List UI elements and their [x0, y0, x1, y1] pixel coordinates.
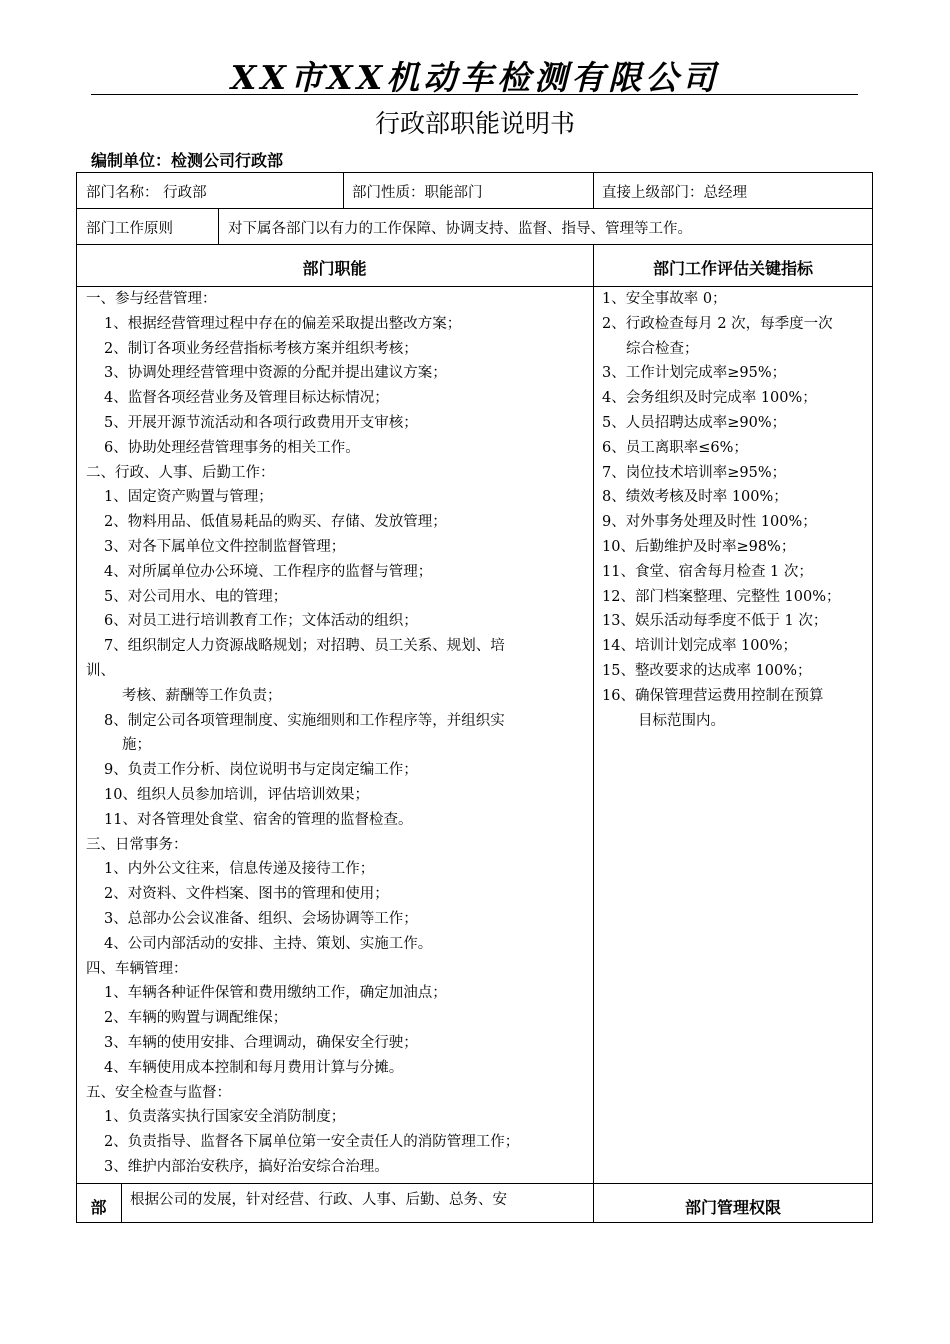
table-line	[593, 244, 594, 1223]
kpi-item: 15、整改要求的达成率 100%；	[602, 662, 812, 679]
kpi-list	[602, 287, 870, 733]
duty-item: 2、车辆的购置与调配维保；	[104, 1010, 288, 1027]
kpi-header: 部门工作评估关键指标	[652, 259, 813, 278]
duty-section: 五、安全检查与监督：	[86, 1084, 231, 1101]
duty-section: 四、车辆管理：	[86, 960, 188, 977]
table-line	[121, 1183, 122, 1223]
header-rule	[91, 94, 858, 95]
duties-list	[86, 287, 591, 1180]
duty-item: 2、对资料、文件档案、图书的管理和使用；	[104, 886, 389, 903]
duty-item: 6、协助处理经营管理事务的相关工作。	[104, 439, 360, 456]
duty-section: 一、参与经营管理：	[86, 291, 217, 307]
kpi-item: 9、对外事务处理及时性 100%；	[602, 514, 817, 531]
table-line	[76, 208, 873, 209]
dept-nature: 部门性质：职能部门	[352, 185, 483, 201]
authority-header: 部门管理权限	[684, 1198, 781, 1217]
kpi-item: 16、确保管理营运费用控制在预算	[602, 687, 824, 704]
duty-item-continued: 施；	[122, 737, 151, 754]
principle-label: 部门工作原则	[86, 221, 173, 237]
company-name: XX市XX机动车检测有限公司	[230, 58, 720, 97]
duty-item: 7、组织制定人力资源战略规划；对招聘、员工关系、规划、培	[104, 638, 505, 655]
duty-item: 2、负责指导、监督各下属单位第一安全责任人的消防管理工作；	[104, 1134, 520, 1151]
kpi-item: 6、员工离职率≤6%；	[602, 439, 748, 456]
principle-text: 对下属各部门以有力的工作保障、协调支持、监督、指导、管理等工作。	[228, 221, 692, 237]
table-line	[76, 1183, 873, 1184]
kpi-item: 3、工作计划完成率≥95%；	[602, 365, 787, 382]
duty-item: 9、负责工作分析、岗位说明书与定岗定编工作；	[104, 762, 418, 779]
duty-item: 2、制订各项业务经营指标考核方案并组织考核；	[104, 340, 418, 357]
duties-header: 部门职能	[302, 259, 367, 278]
duty-item: 10、组织人员参加培训，评估培训效果；	[104, 786, 369, 803]
kpi-item-continued: 目标范围内。	[638, 712, 725, 729]
duty-item: 3、对各下属单位文件控制监督管理；	[104, 538, 346, 555]
kpi-item: 14、培训计划完成率 100%；	[602, 638, 798, 655]
duty-item: 4、公司内部活动的安排、主持、策划、实施工作。	[104, 935, 433, 952]
duty-item: 1、内外公文往来，信息传递及接待工作；	[104, 861, 375, 878]
superior-dept: 直接上级部门：总经理	[602, 185, 747, 201]
kpi-item: 11、食堂、宿舍每月检查 1 次；	[602, 563, 813, 580]
kpi-item: 8、绩效考核及时率 100%；	[602, 489, 788, 506]
table-line	[76, 244, 873, 245]
table-line	[218, 208, 219, 244]
duty-item: 2、物料用品、低值易耗品的购买、存储、发放管理；	[104, 514, 447, 531]
bottom-text: 根据公司的发展，针对经营、行政、人事、后勤、总务、安	[130, 1192, 507, 1208]
kpi-item: 12、部门档案整理、完整性 100%；	[602, 588, 841, 605]
duty-item: 4、监督各项经营业务及管理目标达标情况；	[104, 390, 389, 407]
duty-item: 1、负责落实执行国家安全消防制度；	[104, 1109, 346, 1126]
table-line	[343, 172, 344, 208]
duty-section: 三、日常事务：	[86, 836, 188, 853]
duty-item: 1、固定资产购置与管理；	[104, 489, 273, 506]
document-title: 行政部职能说明书	[374, 109, 575, 138]
kpi-item: 4、会务组织及时完成率 100%；	[602, 390, 817, 407]
kpi-item: 1、安全事故率 0；	[602, 291, 727, 307]
kpi-item: 5、人员招聘达成率≥90%；	[602, 414, 787, 431]
duty-item-continued: 考核、薪酬等工作负责；	[122, 687, 282, 704]
duty-item: 3、协调处理经营管理中资源的分配并提出建议方案；	[104, 365, 447, 382]
duty-section: 二、行政、人事、后勤工作：	[86, 464, 275, 481]
duty-item: 8、制定公司各项管理制度、实施细则和工作程序等，并组织实	[104, 712, 505, 729]
duty-item: 3、总部办公会议准备、组织、会场协调等工作；	[104, 910, 418, 927]
duty-item: 3、维护内部治安秩序，搞好治安综合治理。	[104, 1158, 389, 1175]
duty-item: 3、车辆的使用安排、合理调动，确保安全行驶；	[104, 1034, 418, 1051]
kpi-item: 2、行政检查每月 2 次，每季度一次	[602, 315, 833, 332]
duty-item: 5、对公司用水、电的管理；	[104, 588, 288, 605]
duty-item: 4、车辆使用成本控制和每月费用计算与分摊。	[104, 1059, 404, 1076]
table-line	[593, 172, 594, 208]
prepared-by: 编制单位：检测公司行政部	[91, 151, 284, 170]
duty-item: 4、对所属单位办公环境、工作程序的监督与管理；	[104, 563, 433, 580]
kpi-item: 13、娱乐活动每季度不低于 1 次；	[602, 613, 828, 630]
kpi-item-continued: 综合检查；	[626, 340, 699, 357]
duty-item: 11、对各管理处食堂、宿舍的管理的监督检查。	[104, 811, 413, 828]
kpi-item: 10、后勤维护及时率≥98%；	[602, 538, 796, 555]
kpi-item: 7、岗位技术培训率≥95%；	[602, 464, 787, 481]
bottom-label: 部	[90, 1198, 107, 1217]
duty-item: 1、车辆各种证件保管和费用缴纳工作，确定加油点；	[104, 985, 447, 1002]
duty-item-continued: 训、	[86, 662, 115, 679]
duty-item: 6、对员工进行培训教育工作；文体活动的组织；	[104, 613, 418, 630]
duty-item: 1、根据经营管理过程中存在的偏差采取提出整改方案；	[104, 315, 462, 332]
dept-name: 部门名称： 行政部	[86, 185, 207, 201]
duty-item: 5、开展开源节流活动和各项行政费用开支审核；	[104, 414, 418, 431]
